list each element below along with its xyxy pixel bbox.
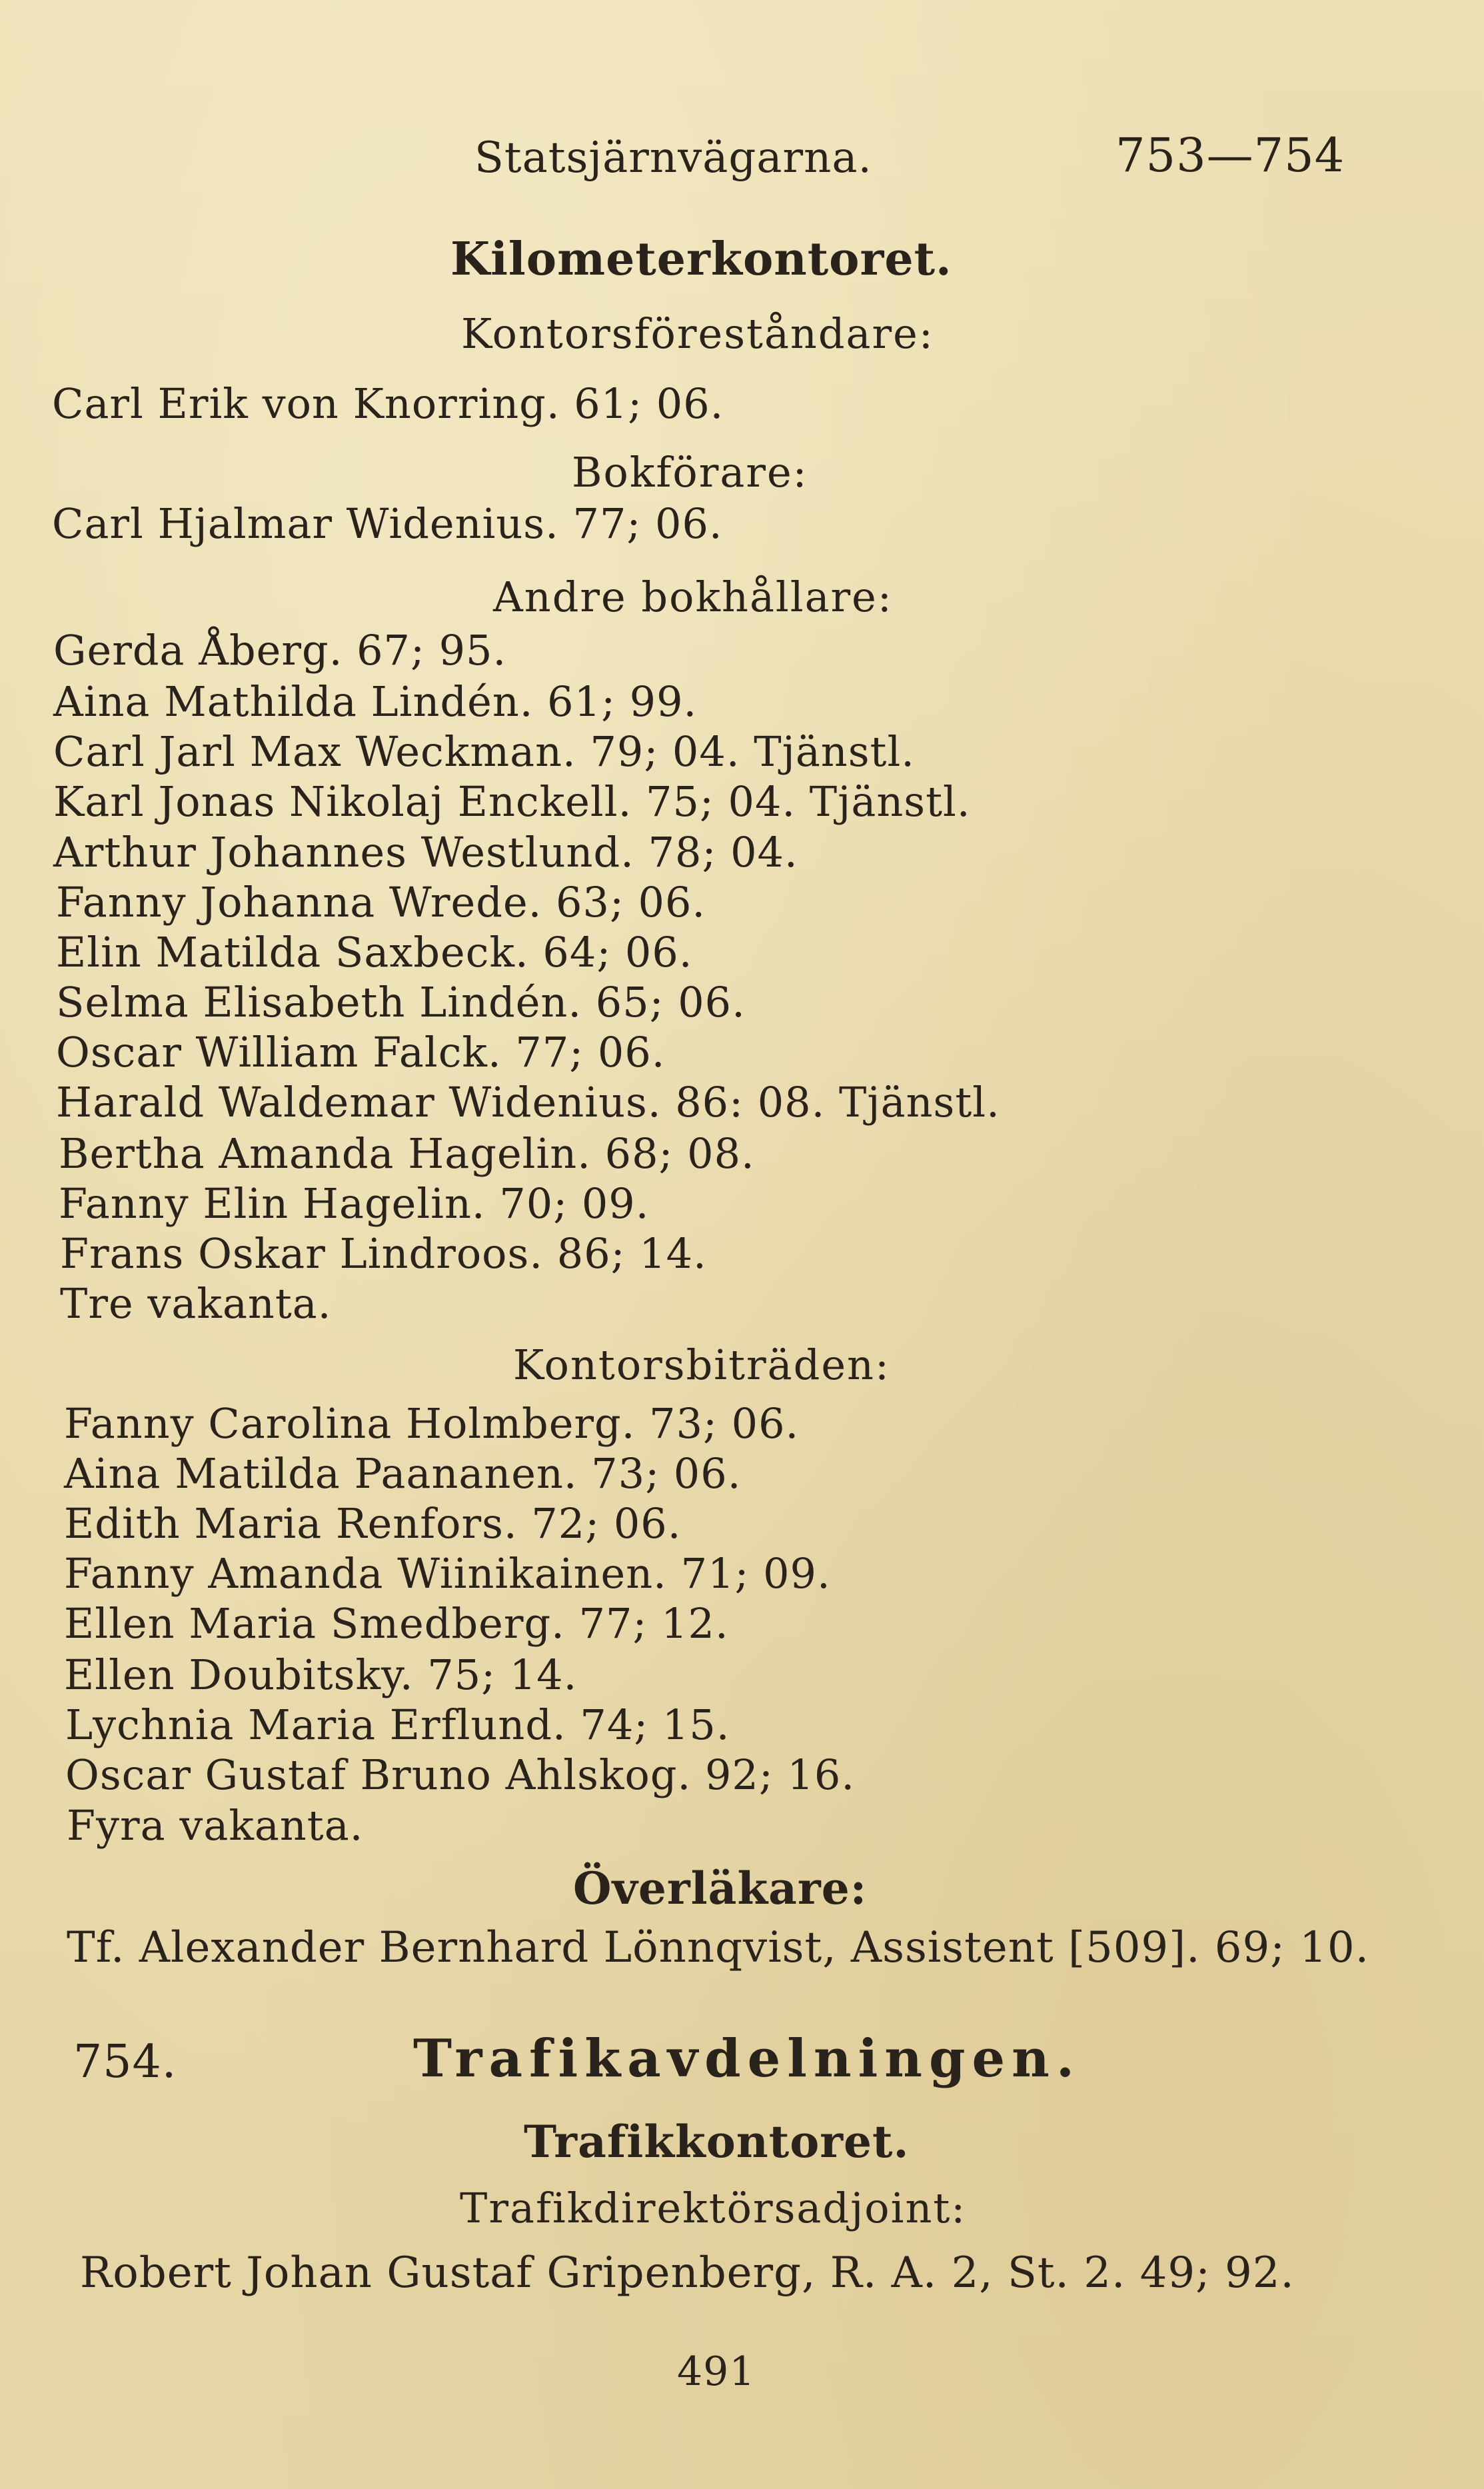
entry-andre-bokhallare: Frans Oskar Lindroos. 86; 14.: [60, 1229, 707, 1278]
entry-andre-bokhallare: Fanny Elin Hagelin. 70; 09.: [59, 1179, 650, 1228]
entry-andre-bokhallare: Karl Jonas Nikolaj Enckell. 75; 04. Tjänstl.: [53, 777, 971, 826]
entry-andre-bokhallare: Aina Mathilda Lindén. 61; 99.: [53, 677, 698, 726]
entry-overlakare: Tf. Alexander Bernhard Lönnqvist, Assistent [509]. 69; 10.: [67, 1923, 1369, 1972]
entry-kontorsbitraden: Fyra vakanta.: [67, 1801, 364, 1850]
section-number: 754.: [73, 2036, 177, 2088]
entry-kontorsbitraden: Fanny Carolina Holmberg. 73; 06.: [64, 1399, 800, 1448]
entry-kontorsbitraden: Oscar Gustaf Bruno Ahlskog. 92; 16.: [65, 1750, 856, 1799]
role-heading-kontorsbitraden: Kontorsbiträden:: [513, 1340, 890, 1389]
entry-andre-bokhallare: Tre vakanta.: [60, 1279, 332, 1328]
role-heading-trafikdirektorsadjoint: Trafikdirektörsadjoint:: [460, 2184, 967, 2232]
entry-kontorsbitraden: Edith Maria Renfors. 72; 06.: [64, 1499, 682, 1548]
entry-andre-bokhallare: Elin Matilda Saxbeck. 64; 06.: [56, 928, 693, 977]
page-number: 491: [677, 2348, 756, 2395]
entry-andre-bokhallare: Gerda Åberg. 67; 95.: [53, 626, 507, 675]
entry-andre-bokhallare: Selma Elisabeth Lindén. 65; 06.: [56, 978, 746, 1027]
entry-andre-bokhallare: Harald Waldemar Widenius. 86: 08. Tjänstl.: [56, 1078, 1000, 1127]
entry-andre-bokhallare: Carl Jarl Max Weckman. 79; 04. Tjänstl.: [53, 727, 915, 776]
entry-kontorsbitraden: Fanny Amanda Wiinikainen. 71; 09.: [64, 1549, 831, 1598]
entry-kontorsbitraden: Ellen Doubitsky. 75; 14.: [64, 1650, 578, 1699]
entry-trafikdirektorsadjoint: Robert Johan Gustaf Gripenberg, R. A. 2, St. 2. 49; 92.: [80, 2248, 1295, 2298]
role-heading-andre-bokhallare: Andre bokhållare:: [493, 573, 893, 621]
entry-andre-bokhallare: Oscar William Falck. 77; 06.: [56, 1028, 666, 1077]
role-heading-overlakare: Överläkare:: [573, 1862, 868, 1914]
running-header-page-range: 753—754: [1115, 128, 1345, 183]
entry-andre-bokhallare: Bertha Amanda Hagelin. 68; 08.: [59, 1129, 755, 1178]
section-title-trafikavdelningen: Trafikavdelningen.: [413, 2028, 1081, 2089]
section-title-kilometerkontoret: Kilometerkontoret.: [450, 233, 952, 286]
entry-kontorsbitraden: Ellen Maria Smedberg. 77; 12.: [64, 1599, 729, 1648]
entry-bokforare: Carl Hjalmar Widenius. 77; 06.: [52, 499, 723, 548]
running-header-title: Statsjärnvägarna.: [474, 133, 872, 183]
role-heading-bokforare: Bokförare:: [572, 448, 808, 497]
entry-kontorsforestandare: Carl Erik von Knorring. 61; 06.: [52, 379, 724, 428]
entry-andre-bokhallare: Fanny Johanna Wrede. 63; 06.: [56, 878, 706, 927]
entry-andre-bokhallare: Arthur Johannes Westlund. 78; 04.: [53, 828, 798, 877]
subsection-title-trafikkontoret: Trafikkontoret.: [524, 2116, 910, 2168]
entry-kontorsbitraden: Aina Matilda Paananen. 73; 06.: [64, 1449, 742, 1498]
role-heading-kontorsforestandare: Kontorsföreståndare:: [461, 309, 934, 358]
entry-kontorsbitraden: Lychnia Maria Erflund. 74; 15.: [65, 1700, 730, 1749]
